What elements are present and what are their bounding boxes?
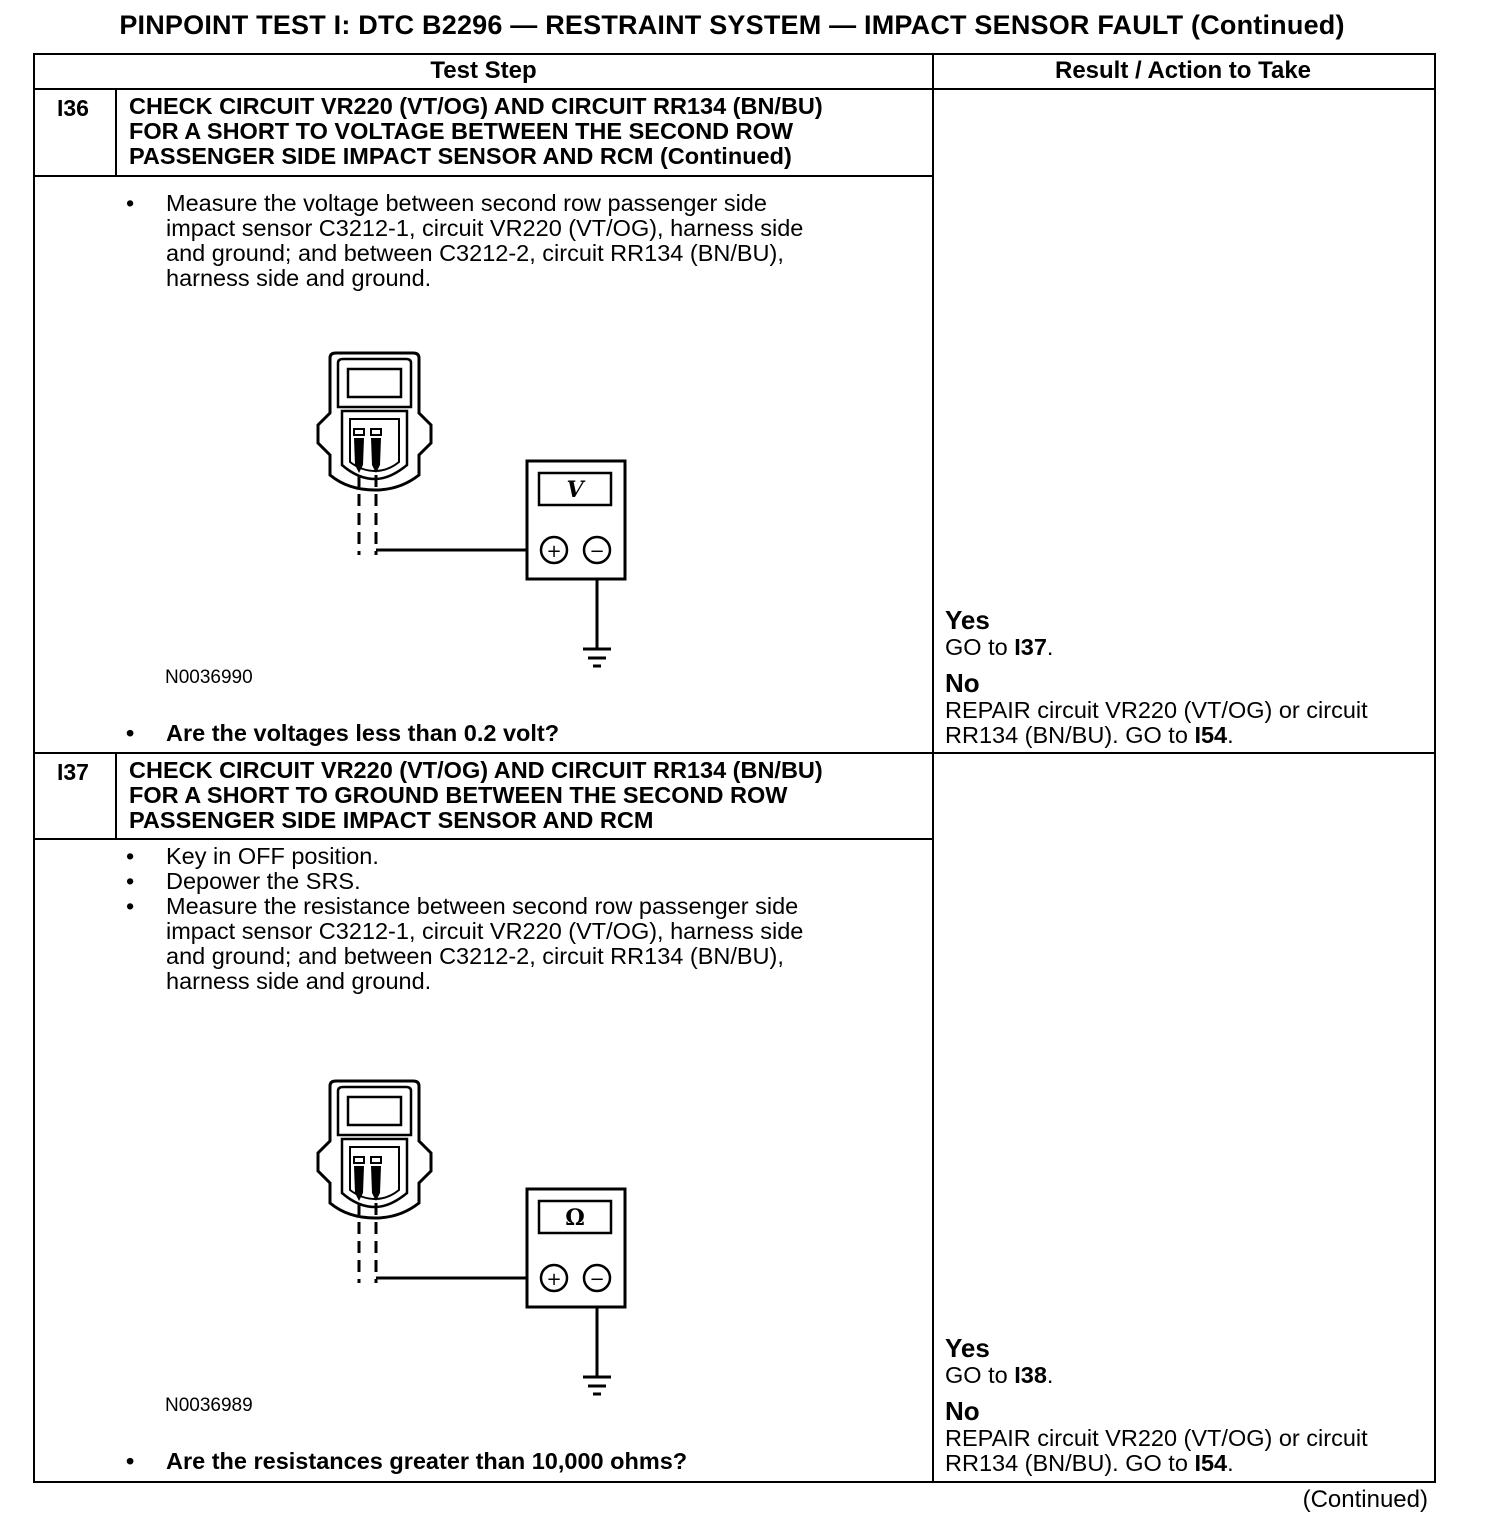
step-question: • Are the voltages less than 0.2 volt? [126, 720, 559, 747]
yes-action [945, 635, 1425, 660]
yes-step-reference: I38 [1014, 1362, 1047, 1388]
step-title-divider [33, 838, 933, 840]
no-label: No [945, 668, 980, 698]
yes-label: Yes [945, 605, 990, 635]
multimeter [527, 1189, 625, 1307]
yes-action-suffix: . [1046, 634, 1054, 660]
step-number: I36 [57, 95, 89, 121]
step-row-divider [33, 752, 1434, 754]
page-title: PINPOINT TEST I: DTC B2296 — RESTRAINT SYSTEM — IMPACT SENSOR FAULT (Continued) [119, 10, 1345, 40]
minus-terminal-label: − [589, 1269, 605, 1290]
ohmmeter-diagram [290, 1073, 650, 1403]
step-question: • Are the resistances greater than 10,000 ohms? [126, 1448, 687, 1475]
header-row-divider [33, 88, 1434, 90]
step-instructions [126, 844, 803, 994]
figure-id: N0036989 [165, 1395, 253, 1416]
probe-icon [354, 1166, 381, 1201]
voltmeter-diagram [290, 345, 650, 675]
no-action-text: REPAIR circuit VR220 (VT/OG) or circuit RR134 (BN/BU). GO to [945, 697, 1368, 748]
instruction-item: • Measure the resistance between second row passenger side impact sensor C3212-1, circuit VR220 (VT/OG), harness side and ground; and between C3212-2, circuit RR134 (BN/BU), harness side and ground. [126, 894, 803, 994]
step-title-divider [33, 175, 933, 177]
no-action [945, 698, 1425, 748]
figure-id: N0036990 [165, 667, 253, 688]
step-instructions [126, 191, 803, 291]
meter-mode-symbol: V [566, 477, 584, 503]
no-action [945, 1426, 1425, 1476]
step-result [945, 605, 1425, 748]
no-label: No [945, 1396, 980, 1426]
no-action-suffix: . [1227, 1450, 1234, 1476]
meter-mode-symbol: Ω [565, 1205, 585, 1231]
no-action-text: REPAIR circuit VR220 (VT/OG) or circuit RR134 (BN/BU). GO to [945, 1425, 1368, 1476]
minus-terminal-label: − [589, 541, 605, 562]
yes-action [945, 1363, 1425, 1388]
probe-icon [354, 438, 381, 473]
yes-action-text: GO to [945, 634, 1015, 660]
step-id-divider [115, 88, 117, 176]
plus-terminal-label: + [546, 1269, 562, 1290]
column-header-result: Result / Action to Take [1054, 57, 1312, 84]
step-title: CHECK CIRCUIT VR220 (VT/OG) AND CIRCUIT RR134 (BN/BU) FOR A SHORT TO GROUND BETWEEN THE SECOND ROW PASSENGER SIDE IMPACT SENSOR AND RCM [129, 757, 823, 833]
instruction-item: • Measure the voltage between second row passenger side impact sensor C3212-1, circuit VR220 (VT/OG), harness side and ground; and between C3212-2, circuit RR134 (BN/BU), harness side and ground. [126, 191, 803, 291]
instruction-item: • Key in OFF position. [126, 844, 803, 869]
continued-note: (Continued) [1302, 1486, 1428, 1513]
step-result [945, 1333, 1425, 1476]
yes-action-suffix: . [1046, 1362, 1054, 1388]
yes-action-text: GO to [945, 1362, 1015, 1388]
yes-label: Yes [945, 1333, 990, 1363]
plus-terminal-label: + [546, 541, 562, 562]
column-divider [932, 53, 934, 1481]
step-number: I37 [57, 759, 89, 785]
step-title: CHECK CIRCUIT VR220 (VT/OG) AND CIRCUIT RR134 (BN/BU) FOR A SHORT TO VOLTAGE BETWEEN THE SECOND ROW PASSENGER SIDE IMPACT SENSOR AND RCM (Continued) [129, 93, 823, 169]
no-action-suffix: . [1227, 722, 1234, 748]
multimeter [527, 461, 625, 579]
column-header-test-step: Test Step [430, 57, 537, 84]
no-step-reference: I54 [1194, 722, 1228, 748]
step-id-divider [115, 752, 117, 840]
no-step-reference: I54 [1194, 1450, 1228, 1476]
instruction-item: • Depower the SRS. [126, 869, 803, 894]
yes-step-reference: I37 [1014, 634, 1047, 660]
